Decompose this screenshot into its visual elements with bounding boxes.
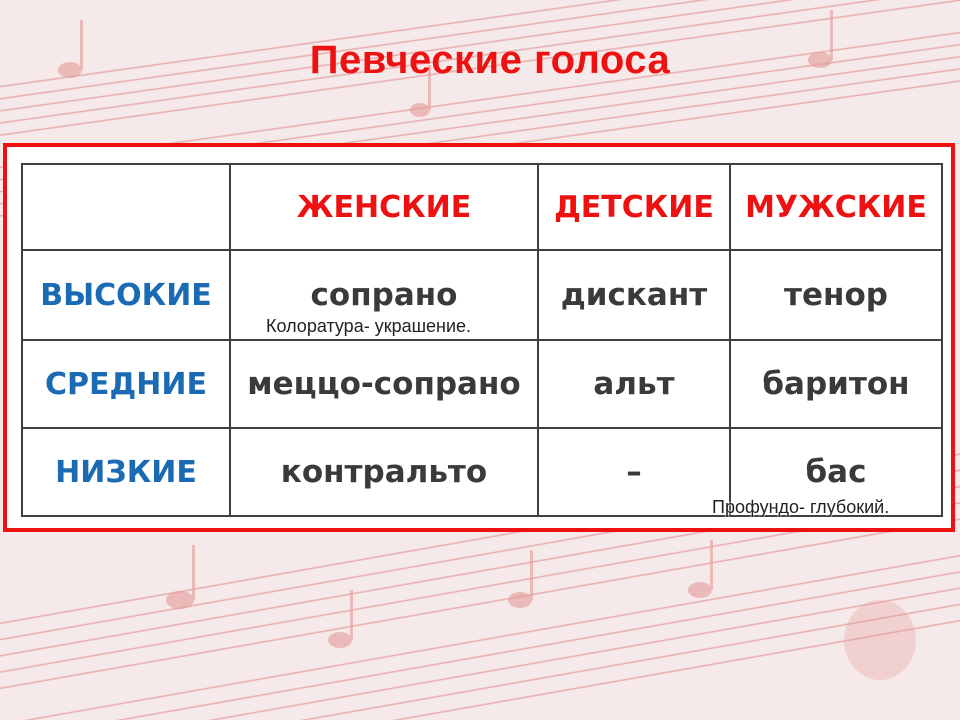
voices-table bbox=[21, 163, 943, 517]
column-header-children: ДЕТСКИЕ bbox=[538, 164, 730, 250]
table-cell: контральто bbox=[230, 428, 538, 516]
table-cell: тенор bbox=[730, 250, 942, 340]
table-header-row bbox=[22, 164, 942, 250]
row-header-low: НИЗКИЕ bbox=[22, 428, 230, 516]
table-cell: баритон bbox=[730, 340, 942, 428]
table-cell: меццо-сопрано bbox=[230, 340, 538, 428]
profundo-note: Профундо- глубокий. bbox=[712, 497, 890, 517]
row-header-middle: СРЕДНИЕ bbox=[22, 340, 230, 428]
row-header-high: ВЫСОКИЕ bbox=[22, 250, 230, 340]
coloratura-note: Колоратура- украшение. bbox=[266, 316, 472, 336]
table-cell: сопрано bbox=[230, 250, 538, 340]
table-frame bbox=[3, 143, 955, 532]
table-row bbox=[22, 250, 942, 340]
column-header-male: МУЖСКИЕ bbox=[730, 164, 942, 250]
column-header-female: ЖЕНСКИЕ bbox=[230, 164, 538, 250]
table-cell: дискант bbox=[538, 250, 730, 340]
table-cell: альт bbox=[538, 340, 730, 428]
corner-cell bbox=[22, 164, 230, 250]
table-cell: – bbox=[538, 428, 730, 516]
table-cell: бас bbox=[730, 428, 942, 516]
slide-title: Певческие голоса bbox=[309, 38, 671, 82]
table-row bbox=[22, 340, 942, 428]
